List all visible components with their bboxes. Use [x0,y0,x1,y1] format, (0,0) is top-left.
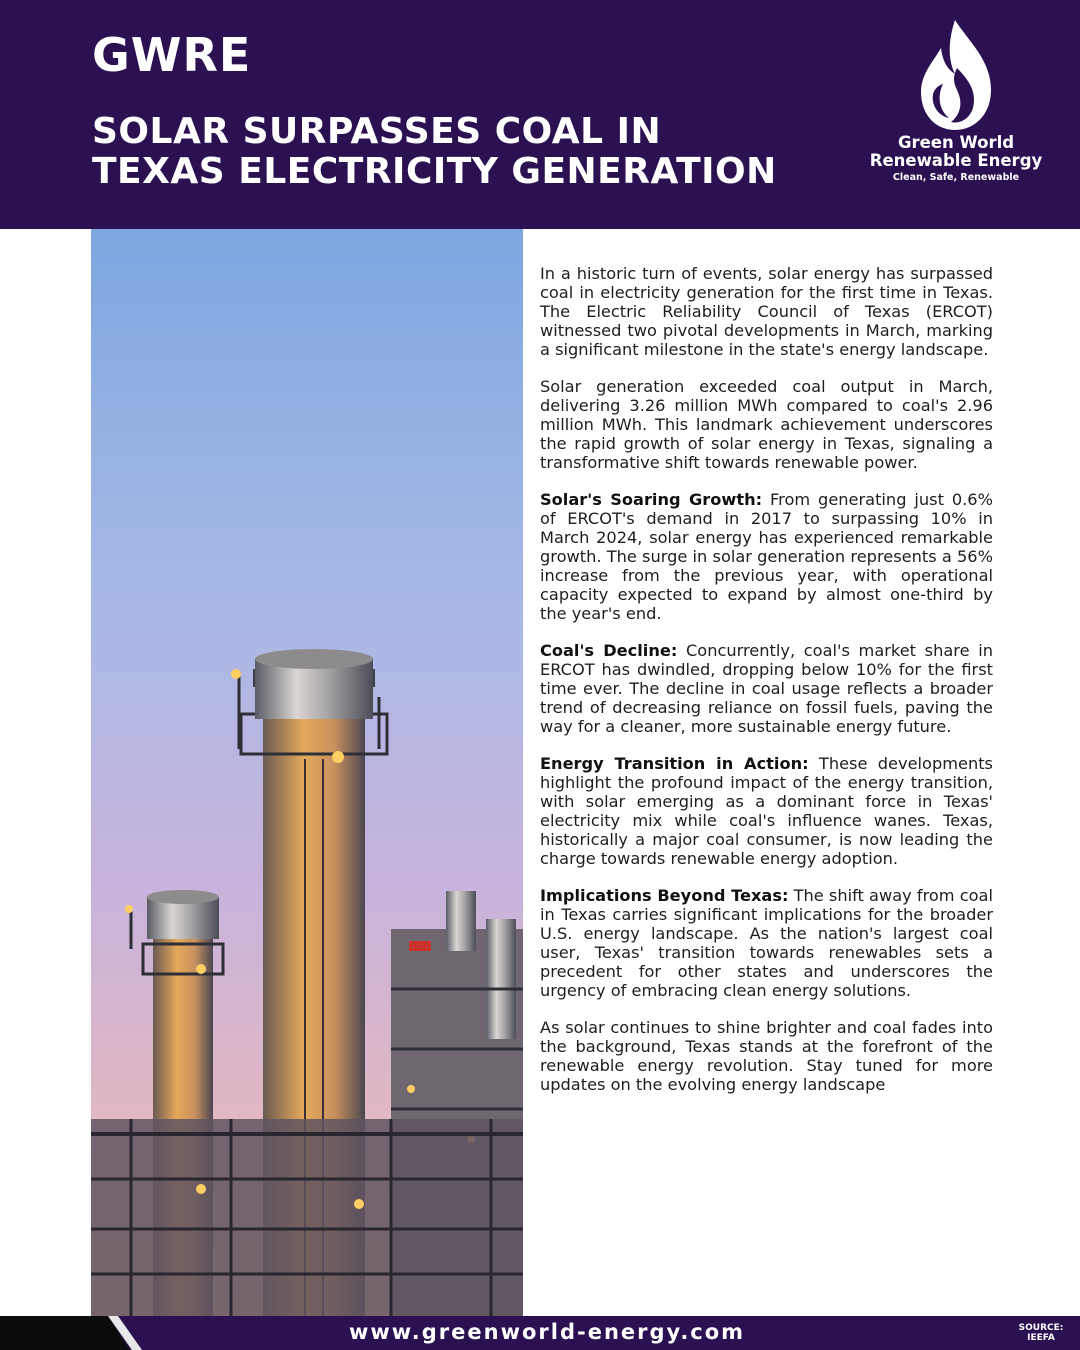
power-plant-illustration [91,229,523,1316]
paragraph-coal-decline [540,641,993,736]
logo-name-line-1: Green World [897,133,1015,152]
footer-bar [0,1316,1080,1350]
flame-drop-icon [911,18,1001,134]
heading-energy-transition: Energy Transition in Action: [540,754,809,773]
logo-name [856,134,1056,170]
logo-tagline: Clean, Safe, Renewable [892,172,1020,183]
text-solar-growth: From generating just 0.6% of ERCOT's demand in 2017 to surpassing 10% in March 2024, solar energy has experienced remarkable growth. The surge in solar generation represents a 56% increase from the previous year, with operational capacity expected to expand by almost one-third by the year's end. [540,490,993,623]
paragraph-intro: In a historic turn of events, solar energy has surpassed coal in electricity generation for the first time in Texas. The Electric Reliability Council of Texas (ERCOT) witnessed two pivotal developments in March, marking a significant milestone in the state's energy landscape. [540,264,993,359]
paragraph-implications [540,886,993,1000]
heading-coal-decline: Coal's Decline: [540,641,678,660]
text-implications: The shift away from coal in Texas carries significant implications for the broader U.S. energy landscape. As the nation's largest coal user, Texas' transition towards renewables sets a precedent for other states and underscores the urgency of embracing clean energy solutions. [540,886,993,1000]
text-coal-decline: Concurrently, coal's market share in ERCOT has dwindled, dropping below 10% for the first time ever. The decline in coal usage reflects a broader trend of decreasing reliance on fossil fuels, paving the way for a cleaner, more sustainable energy future. [540,641,993,736]
headline-line-2: TEXAS ELECTRICITY GENERATION [92,151,777,192]
headline [92,112,862,192]
heading-solar-growth: Solar's Soaring Growth: [540,490,763,509]
source-value: IEEFA [1027,1333,1055,1343]
headline-line-1: SOLAR SURPASSES COAL IN [92,111,662,152]
article-body [540,264,993,1112]
pipe-rack [91,1119,523,1316]
brand-title: GWRE [92,28,252,82]
paragraph-generation: Solar generation exceeded coal output in March, delivering 3.26 million MWh compared to coal's 2.96 million MWh. This landmark achievement underscores the rapid growth of solar energy in Texas, signaling a transformative shift towards renewable power. [540,377,993,472]
header-banner [0,0,1080,229]
company-logo [856,18,1056,208]
paragraph-energy-transition [540,754,993,868]
source-label: SOURCE: [1018,1323,1064,1333]
text-energy-transition: These developments highlight the profound impact of the energy transition, with solar emerging as a dominant force in Texas' electricity mix while coal's influence wanes. Texas, historically a major coal consumer, is now leading the charge towards renewable energy adoption. [540,754,993,868]
website-link[interactable]: www.greenworld-energy.com [348,1320,746,1344]
heading-implications: Implications Beyond Texas: [540,886,789,905]
logo-name-line-2: Renewable Energy [869,151,1043,170]
paragraph-closing: As solar continues to shine brighter and coal fades into the background, Texas stands at the forefront of the renewable energy revolution. Stay tuned for more updates on the evolving energy landscape [540,1018,993,1094]
source-credit [1010,1323,1072,1343]
power-plant-photo [91,229,523,1316]
paragraph-solar-growth [540,490,993,623]
